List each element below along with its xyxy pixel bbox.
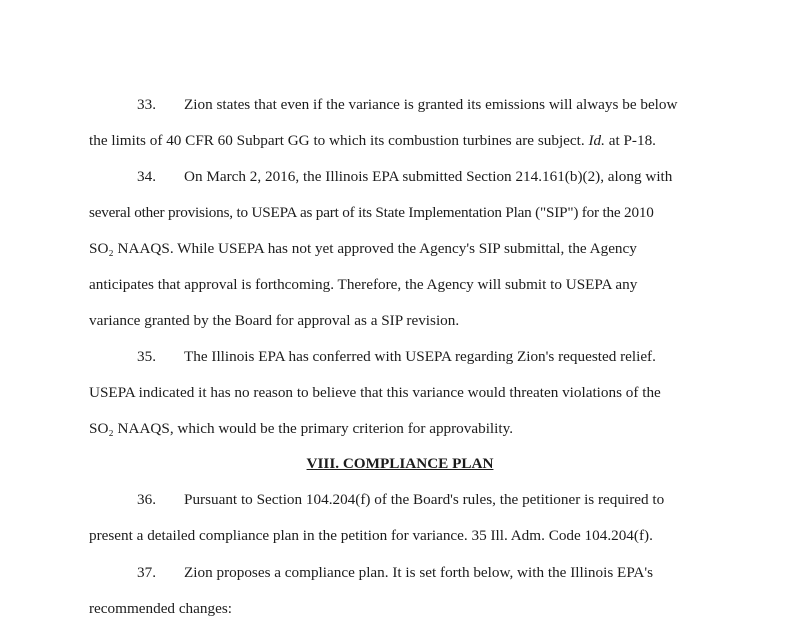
paragraph-line: recommended changes: — [89, 600, 232, 617]
paragraph-number: 36. — [137, 491, 156, 508]
paragraph-line: Zion states that even if the variance is granted its emissions will always be below — [184, 96, 678, 113]
paragraph-line: variance granted by the Board for approval as a SIP revision. — [89, 312, 460, 329]
section-heading: VIII. COMPLIANCE PLAN — [306, 455, 494, 472]
paragraph-line: On March 2, 2016, the Illinois EPA submitted Section 214.161(b)(2), along with — [184, 168, 673, 185]
paragraph-line: several other provisions, to USEPA as part of its State Implementation Plan ("SIP") for the 2010 — [89, 204, 654, 221]
paragraph-number: 35. — [137, 348, 156, 365]
paragraph-line: the limits of 40 CFR 60 Subpart GG to which its combustion turbines are subject. Id. at P-18. — [89, 132, 656, 149]
paragraph-line: Zion proposes a compliance plan. It is set forth below, with the Illinois EPA's — [184, 564, 653, 581]
paragraph-line: SO₂ NAAQS, which would be the primary criterion for approvability. — [89, 420, 513, 437]
citation-id: Id. — [588, 132, 605, 149]
paragraph-line: Pursuant to Section 104.204(f) of the Board's rules, the petitioner is required to — [184, 491, 665, 508]
paragraph-number: 37. — [137, 564, 156, 581]
paragraph-number: 34. — [137, 168, 156, 185]
paragraph-number: 33. — [137, 96, 156, 113]
paragraph-line: The Illinois EPA has conferred with USEPA regarding Zion's requested relief. — [184, 348, 656, 365]
paragraph-line: SO₂ NAAQS. While USEPA has not yet approved the Agency's SIP submittal, the Agency — [89, 240, 637, 257]
paragraph-line: USEPA indicated it has no reason to believe that this variance would threaten violations of the — [89, 384, 661, 401]
paragraph-line: present a detailed compliance plan in the petition for variance. 35 Ill. Adm. Code 104.204(f). — [89, 527, 653, 544]
paragraph-line: anticipates that approval is forthcoming. Therefore, the Agency will submit to USEPA any — [89, 276, 638, 293]
